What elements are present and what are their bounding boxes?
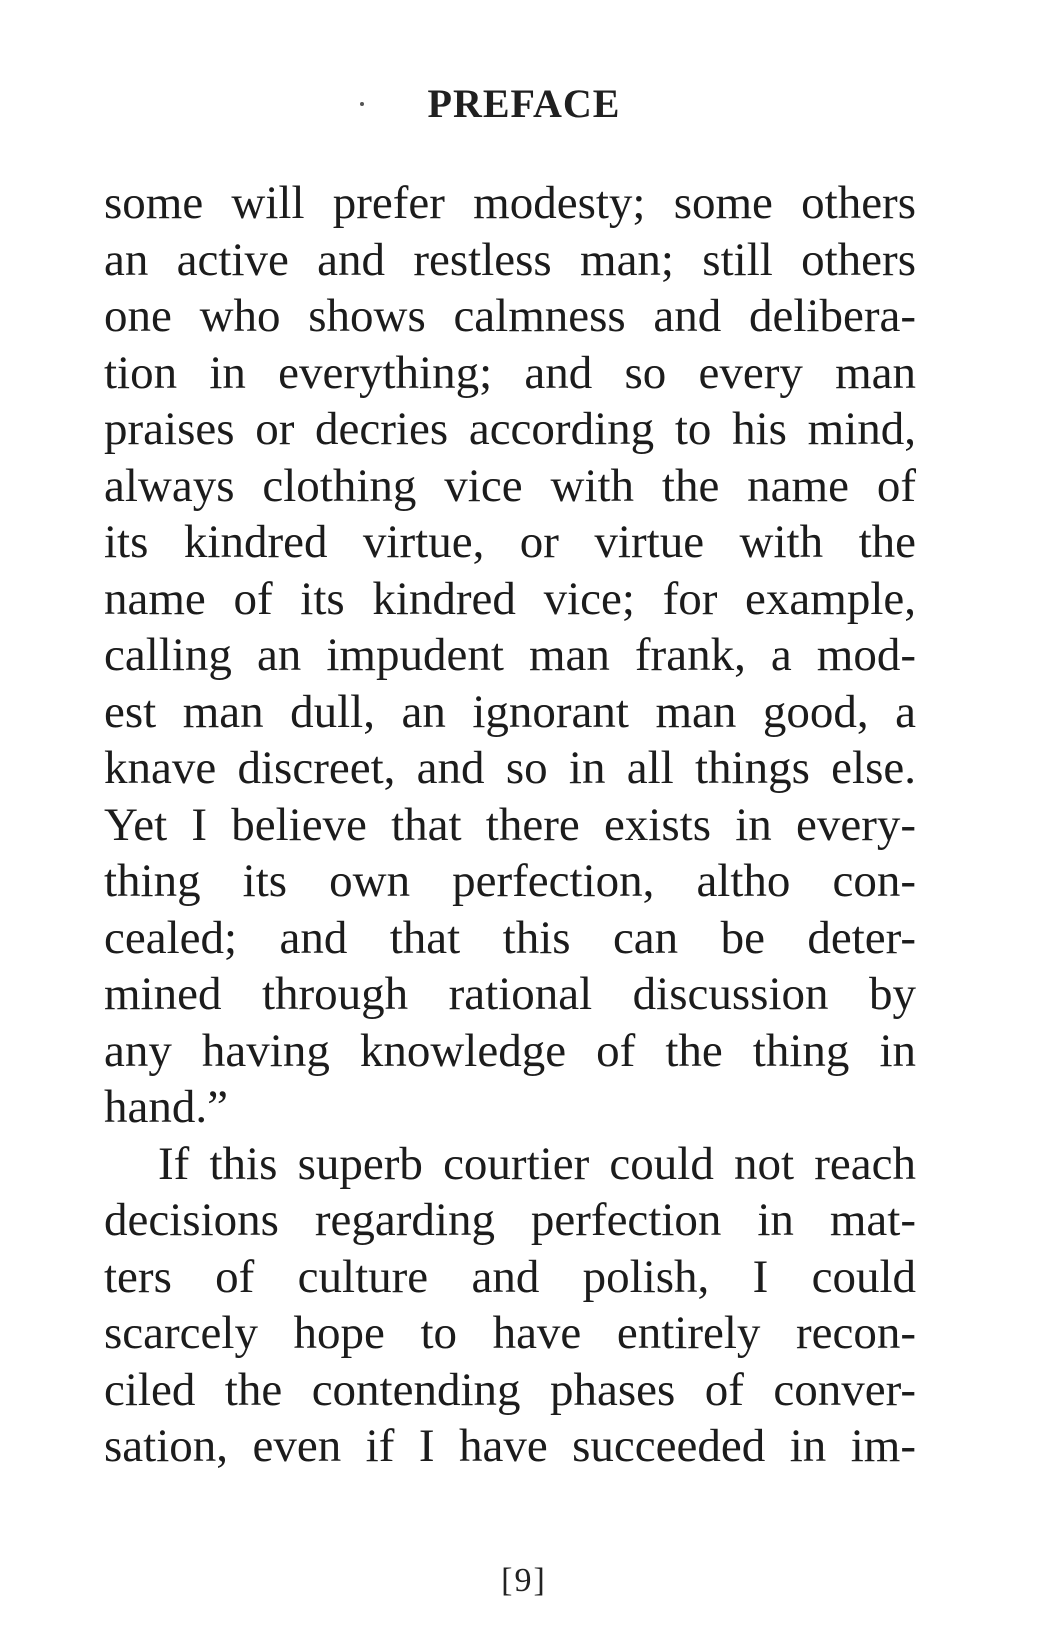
text-line: calling an impudent man frank, a mod- <box>104 629 916 681</box>
text-line: ciled the contending phases of conver- <box>104 1363 916 1416</box>
text-line: some will prefer modesty; some others <box>104 177 916 229</box>
text-line: thing its own perfection, altho con- <box>104 855 916 907</box>
text-line: decisions regarding perfection in mat- <box>104 1194 916 1246</box>
text-line: name of its kindred vice; for example, <box>104 572 916 625</box>
text-line: sation, even if I have succeeded in im- <box>104 1420 916 1472</box>
text-line: its kindred virtue, or virtue with the <box>104 516 916 568</box>
text-line: knave discreet, and so in all things else. <box>104 742 916 794</box>
running-head <box>0 80 1048 127</box>
text-line: If this superb courtier could not reach <box>158 1137 916 1190</box>
text-line: hand.” <box>104 1081 228 1133</box>
text-line: scarcely hope to have entirely recon- <box>104 1307 916 1359</box>
text-line: ters of culture and polish, I could <box>104 1250 916 1303</box>
running-head-title: PREFACE <box>427 81 621 126</box>
text-line: Yet I believe that there exists in every- <box>104 798 916 851</box>
page-number: [9] <box>501 1562 547 1599</box>
ink-speck <box>360 102 364 106</box>
text-line: any having knowledge of the thing in <box>104 1024 916 1077</box>
body-text <box>104 175 916 1475</box>
text-line: an active and restless man; still others <box>104 233 916 286</box>
text-line: always clothing vice with the name of <box>104 459 916 512</box>
text-line: est man dull, an ignorant man good, a <box>104 685 916 738</box>
text-line: tion in everything; and so every man <box>104 346 916 399</box>
text-line: mined through rational discussion by <box>104 968 916 1020</box>
text-line: praises or decries according to his mind, <box>104 403 916 455</box>
text-line: one who shows calmness and delibera- <box>104 290 916 342</box>
text-line: cealed; and that this can be deter- <box>104 911 916 964</box>
